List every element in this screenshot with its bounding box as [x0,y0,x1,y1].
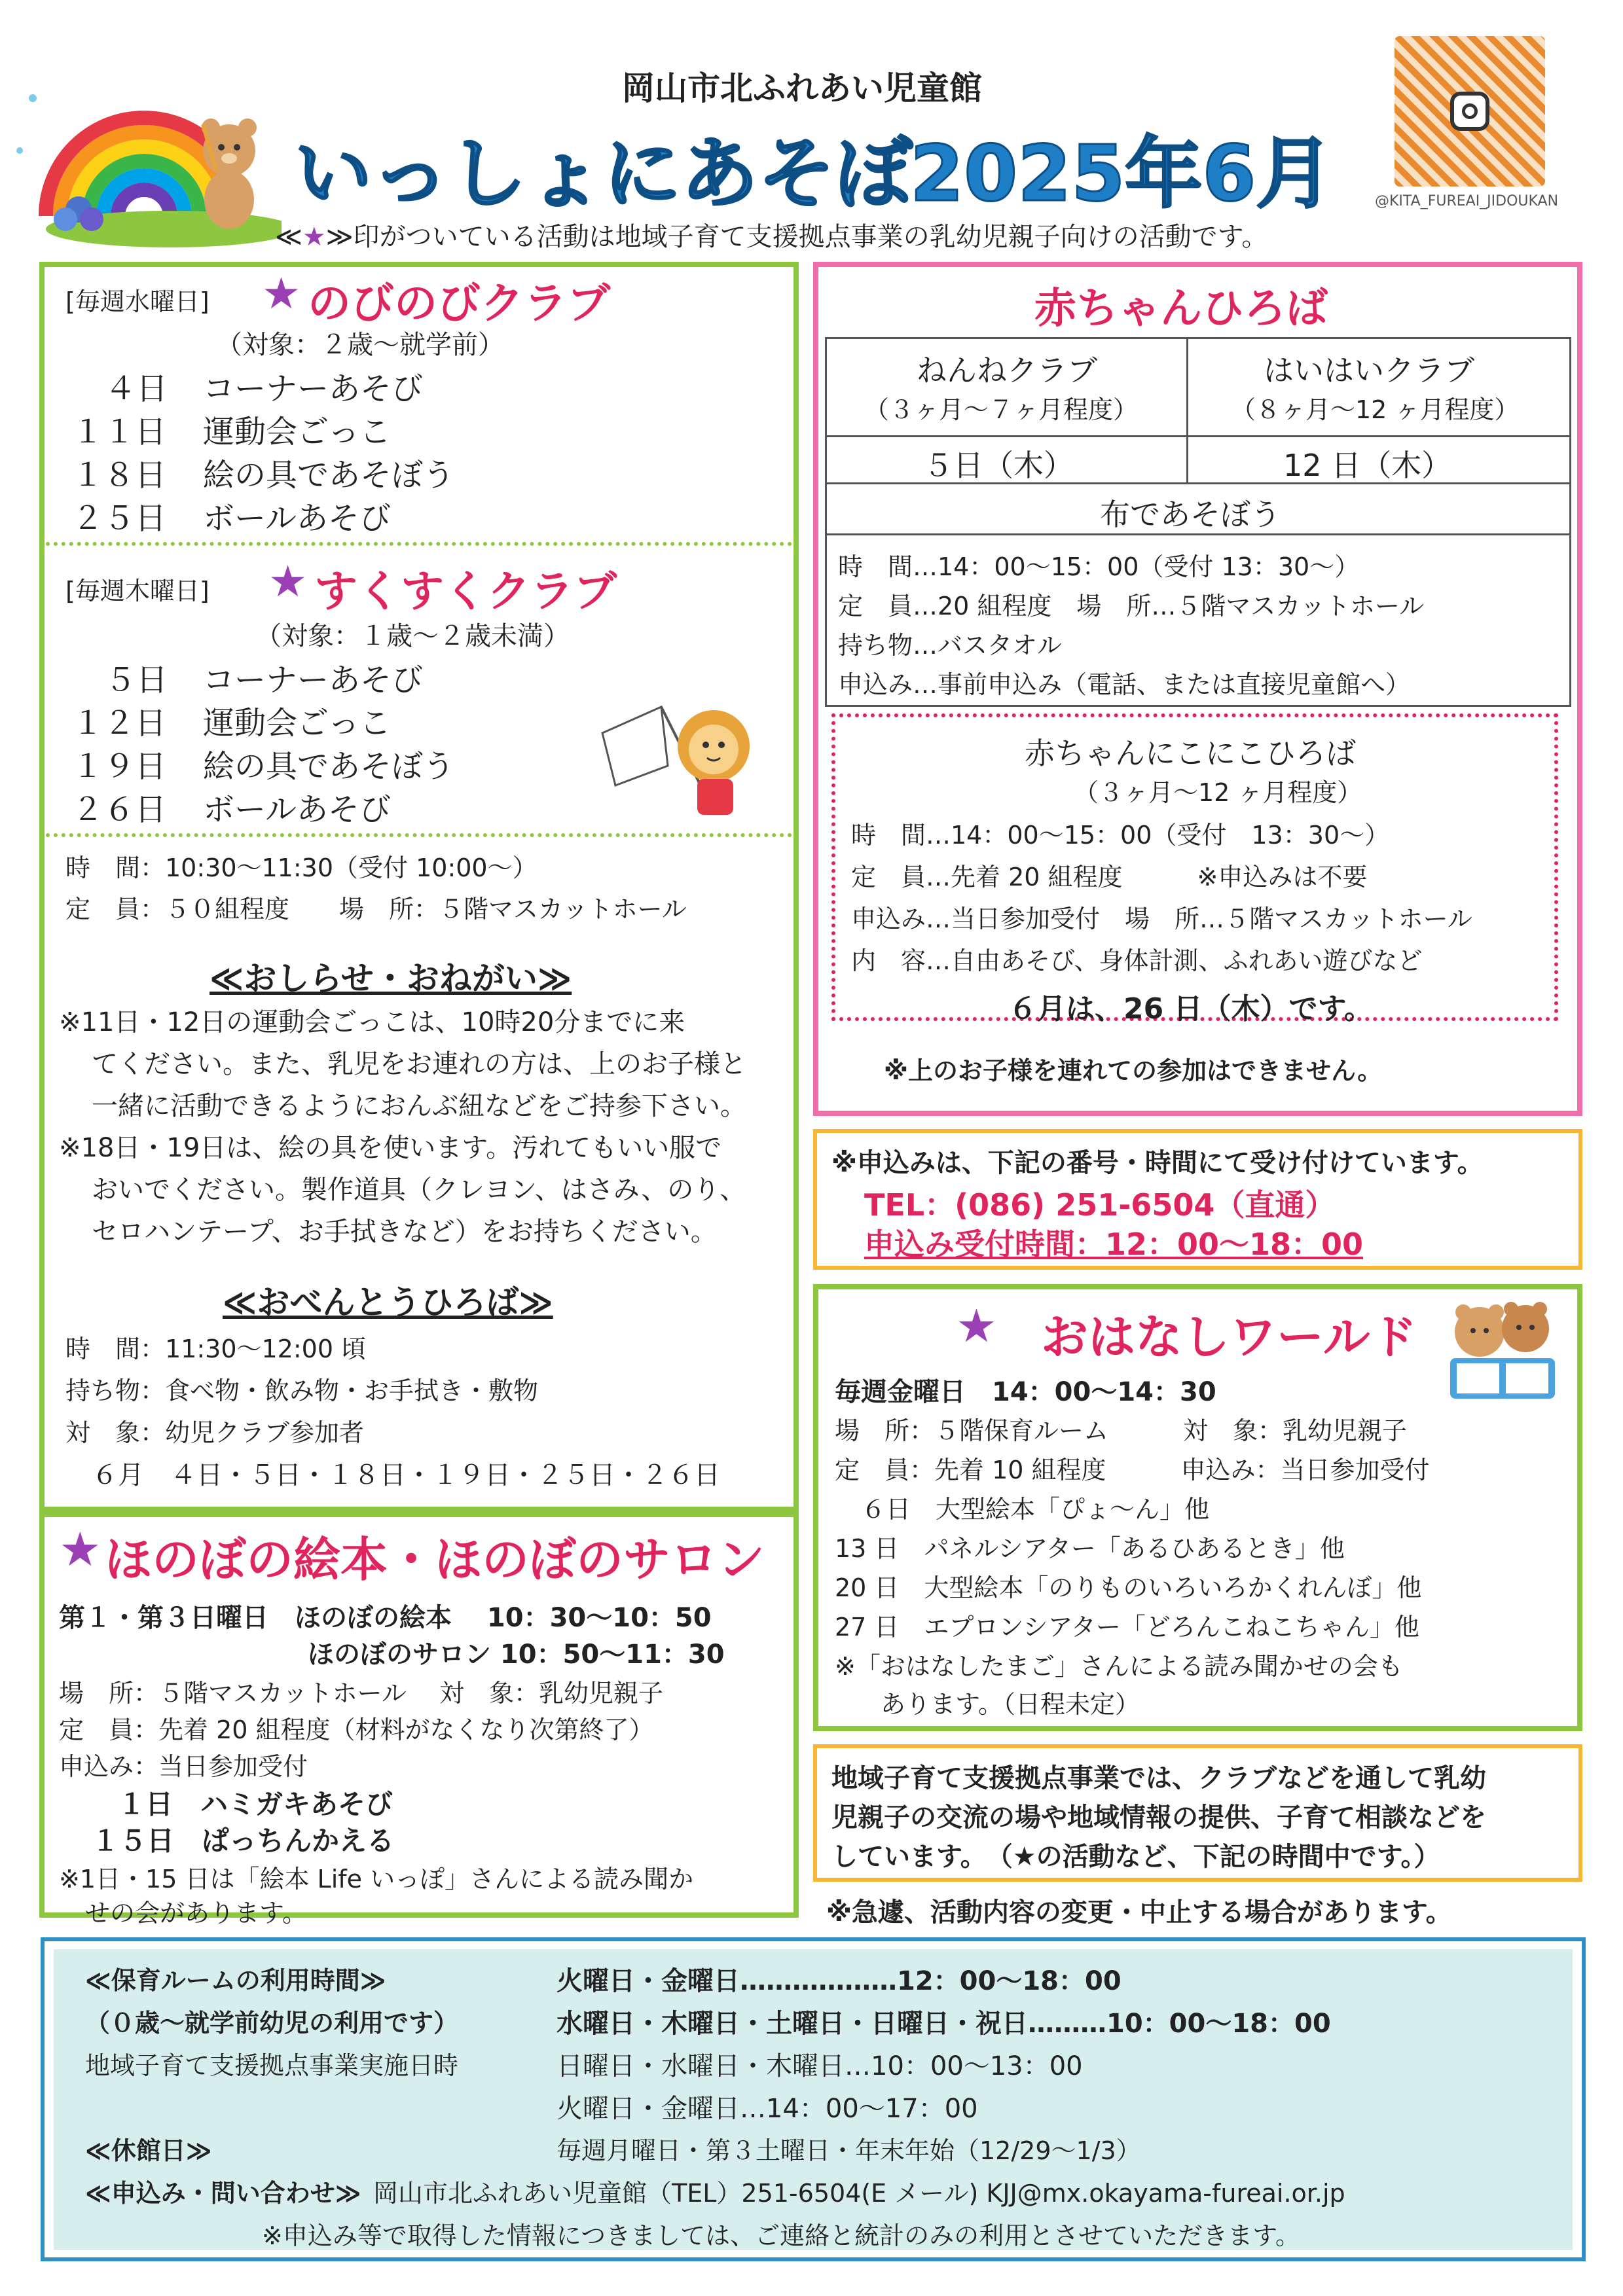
schedule-date: １１日 [72,414,167,450]
qr-code-icon[interactable] [1395,36,1545,187]
instagram-icon [1450,92,1489,131]
ohanashi-title: おはなしワールド [1041,1310,1417,1365]
apply-hours: 申込み受付時間：12：00～18：00 [864,1227,1364,1262]
page-month: 2025年6月 [910,128,1334,219]
akachan-activity: 布であそぼう [1100,497,1281,532]
haihai-club-name: はいはいクラブ [1264,353,1474,388]
schedule-date: ２５日 [72,500,167,537]
notice-title: ≪おしらせ・おねがい≫ [210,960,572,997]
akachan-note: ※上のお子様を連れての参加はできません。 [884,1056,1383,1085]
schedule-text: 絵の具であそぼう [203,457,455,493]
schedule-date: ４日 [105,370,168,407]
sukusuku-target: （対象：１歳～２歳未満） [255,621,570,651]
kyoten-hours-2: 火曜日・金曜日…14：00～17：00 [556,2094,978,2124]
contact-info[interactable]: 岡山市北ふれあい児童館（TEL）251-6504(E メール) KJJ@mx.okayama-fureai.or.jp [373,2179,1345,2208]
nenne-club-name: ねんねクラブ [917,353,1097,388]
haihai-club-date: 12 日（木） [1283,448,1452,483]
apply-tel[interactable]: TEL：(086) 251-6504（直通） [864,1187,1336,1223]
schedule-date: １２日 [72,705,167,742]
schedule-text: ボールあそび [203,791,392,828]
nobinobi-target: （対象：２歳～就学前） [216,330,504,360]
nobinobi-day: [毎週水曜日] [65,287,210,316]
niko-age: （３ヶ月～12 ヶ月程度） [1074,778,1362,807]
haihai-club-age: （８ヶ月～12 ヶ月程度） [1231,395,1520,424]
kyoten-note: ※急遽、活動内容の変更・中止する場合があります。 [826,1897,1452,1928]
rainbow-bear-illustration [7,52,282,249]
divider [46,833,792,837]
lion-flag-illustration [589,694,773,825]
akachan-title: 赤ちゃんひろば [1034,285,1328,333]
schedule-text: ボールあそび [203,500,392,537]
sukusuku-day: [毎週木曜日] [65,577,210,605]
header-subtitle: ≪★≫印がついている活動は地域子育て支援拠点事業の乳幼児親子向けの活動です。 [275,222,1268,252]
schedule-date: ２６日 [72,791,167,828]
schedule-date: １８日 [72,457,167,493]
org-name: 岡山市北ふれあい児童館 [622,69,982,107]
niko-date: ６月は、26 日（木）です。 [1008,992,1374,1026]
nobinobi-star-icon: ★ [262,268,301,319]
obento-title: ≪おべんとうひろば≫ [223,1283,553,1321]
schedule-text: コーナーあそび [203,370,424,407]
schedule-text: 運動会ごっこ [203,705,392,742]
kyoten-label: 地域子育て支援拠点事業実施日時 [85,2051,459,2080]
schedule-text: 絵の具であそぼう [203,748,455,785]
sukusuku-title: すくすくクラブ [314,566,617,617]
page-title: いっしょにあそぼ [295,128,913,219]
privacy-note: ※申込み等で取得した情報につきましては、ご連絡と統計のみの利用とさせていただきます。 [262,2221,1301,2250]
hoiku-hours-1: 火曜日・金曜日………………12：00～18：00 [556,1966,1122,1996]
schedule-text: コーナーあそび [203,662,424,698]
nobinobi-title: のびのびクラブ [308,278,610,329]
sukusuku-star-icon: ★ [268,556,308,607]
divider [46,542,792,546]
instagram-handle: @KITA_FUREAI_JIDOUKAN [1375,193,1559,209]
contact-label: ≪申込み・問い合わせ≫ [85,2179,361,2208]
closed-label: ≪休館日≫ [85,2136,212,2165]
hoiku-sub: （０歳～就学前幼児の利用です） [85,2009,459,2037]
ohanashi-star-icon: ★ [956,1299,997,1353]
honobono-title: ほのぼの絵本・ほのぼのサロン [105,1532,765,1587]
club-time: 時 間：10:30～11:30（受付 10:00～） [65,853,538,882]
hoiku-hours-2: 水曜日・木曜日・土曜日・日曜日・祝日………10：00～18：00 [556,2009,1331,2039]
schedule-date: １９日 [72,748,167,785]
honobono-star-icon: ★ [59,1522,101,1577]
nenne-club-date: ５日（木） [923,448,1074,483]
hoiku-label: ≪保育ルームの利用時間≫ [85,1966,386,1995]
club-capacity: 定 員：５０組程度 場 所：５階マスカットホール [65,895,687,924]
schedule-date: ５日 [105,662,168,698]
nenne-club-age: （３ヶ月～７ヶ月程度） [864,395,1139,424]
header [0,0,1623,262]
apply-note: ※申込みは、下記の番号・時間にて受け付けています。 [831,1148,1484,1178]
kyoten-hours-1: 日曜日・水曜日・木曜日…10：00～13：00 [556,2051,1083,2081]
star-icon: ★ [302,222,326,252]
bears-reading-illustration [1440,1293,1565,1404]
closed-days: 毎週月曜日・第３土曜日・年末年始（12/29～1/3） [556,2136,1141,2165]
schedule-text: 運動会ごっこ [203,414,392,450]
niko-title: 赤ちゃんにこにこひろば [1025,736,1356,771]
